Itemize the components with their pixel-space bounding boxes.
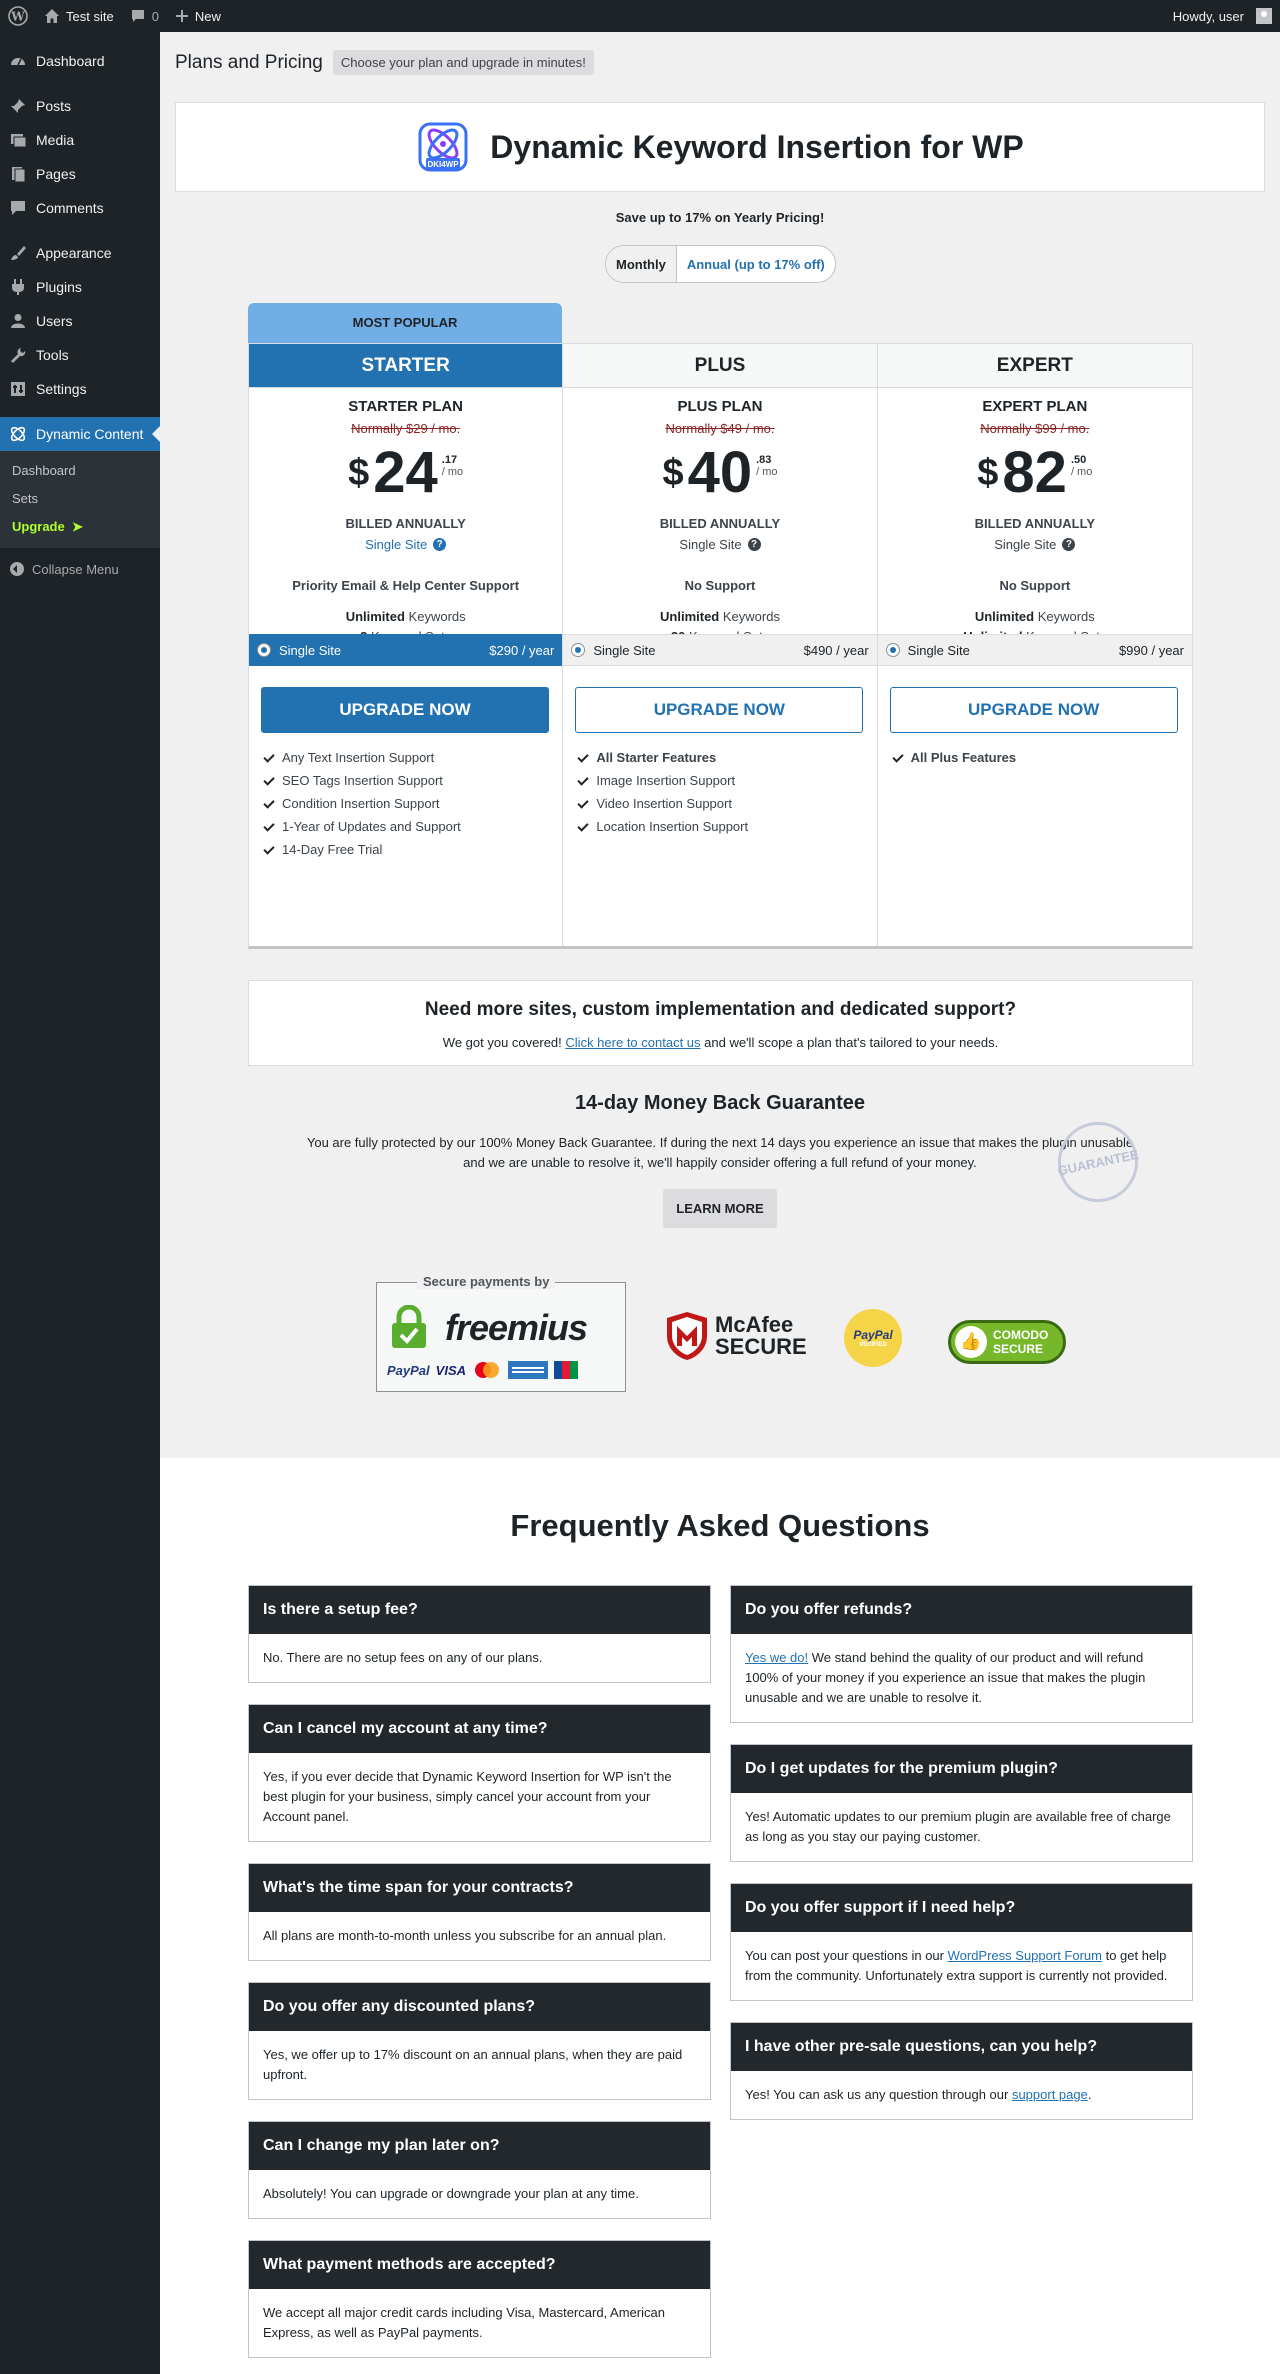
sidebar-item-label: Tools (36, 347, 69, 363)
plus-icon (175, 9, 189, 23)
upgrade-now-button[interactable]: UPGRADE NOW (261, 687, 549, 733)
comment-icon (130, 8, 146, 24)
sidebar-item-dynamic-content[interactable] (0, 417, 160, 451)
howdy-text: Howdy, user (1172, 8, 1244, 24)
license-price: $490 / year (803, 642, 869, 658)
feature-list (892, 746, 1016, 769)
submenu-item-dashboard[interactable]: Dashboard (12, 463, 76, 478)
billing-label: BILLED ANNUALLY (345, 516, 466, 531)
sidebar-item-label: Media (36, 132, 75, 148)
price-cents: .50 (1070, 454, 1087, 466)
most-popular-badge: MOST POPULAR (248, 303, 562, 343)
comodo-label: COMODO (993, 1328, 1049, 1342)
sidebar-item-label: Appearance (36, 245, 112, 261)
sidebar-item-posts[interactable] (0, 89, 160, 123)
help-question-icon[interactable]: ? (433, 538, 446, 551)
upgrade-now-button[interactable]: UPGRADE NOW (575, 687, 863, 733)
comments-icon (8, 198, 28, 218)
price-cents: .17 (441, 454, 458, 466)
normal-price: Normally $99 / mo. (980, 421, 1090, 436)
plan-price (563, 442, 876, 504)
support-forum-link[interactable]: WordPress Support Forum (947, 1948, 1102, 1963)
price-fraction (1071, 454, 1092, 478)
sidebar-item-tools[interactable] (0, 338, 160, 372)
collapse-icon (10, 562, 24, 576)
faq-item (248, 1585, 711, 1683)
price-amount: 40 (687, 440, 753, 505)
feature-list (577, 746, 748, 838)
currency-symbol: $ (348, 452, 370, 494)
site-name-link[interactable] (36, 0, 122, 32)
faq-answer: Absolutely! You can upgrade or downgrade your plan at any time. (263, 2186, 639, 2201)
license-label: Single Site (593, 642, 656, 658)
price-fraction (442, 454, 463, 478)
faq-item (730, 1744, 1193, 1862)
faq-item (248, 1704, 711, 1842)
pushpin-icon (8, 96, 28, 116)
site-license (563, 537, 876, 552)
annual-option[interactable]: Annual (up to 17% off) (686, 256, 825, 272)
faq-answer: Yes! You can ask us any question through our support page. (745, 2087, 1092, 2102)
mcafee-secure-label: SECURE (715, 1334, 807, 1359)
list-item: Location Insertion Support (577, 815, 748, 838)
monthly-option[interactable]: Monthly (606, 246, 677, 282)
limit-keywords: Unlimited Keywords (660, 609, 780, 624)
license-label: Single Site (907, 642, 970, 658)
list-item: Image Insertion Support (577, 769, 748, 792)
plan-price (249, 442, 562, 504)
wordpress-logo-button[interactable] (0, 0, 36, 32)
collapse-label: Collapse Menu (32, 561, 119, 577)
list-item: All Plus Features (892, 746, 1016, 769)
site-license-label: Single Site (365, 537, 428, 552)
help-question-icon[interactable]: ? (748, 538, 761, 551)
faq-answer: We accept all major credit cards including Visa, Mastercard, American Express, as well as PayPal payments. (263, 2305, 665, 2340)
sidebar-item-label: Dynamic Content (36, 426, 144, 442)
sidebar-item-label: Pages (36, 166, 76, 182)
custom-plan-title: Need more sites, custom implementation and dedicated support? (424, 999, 1017, 1020)
list-item: SEO Tags Insertion Support (263, 769, 461, 792)
plan-name: PLUS PLAN (677, 398, 763, 415)
sidebar-item-label: Comments (36, 200, 104, 216)
faq-answer: You can post your questions in our WordPress Support Forum to get help from the community. Unfortunately extra support is currently not provided. (745, 1948, 1168, 1983)
plan-card-plus (563, 344, 877, 946)
site-license-label: Single Site (994, 537, 1057, 552)
my-account-link[interactable] (1165, 0, 1280, 32)
sidebar-item-appearance[interactable] (0, 236, 160, 270)
check-icon (263, 844, 275, 856)
user-icon (8, 311, 28, 331)
faq-question: Do you offer refunds? (731, 1586, 1192, 1634)
faq-answer: Yes, we offer up to 17% discount on an annual plans, when they are paid upfront. (263, 2047, 683, 2082)
visa-logo: VISA (435, 1362, 466, 1378)
comodo-secure-label: SECURE (993, 1342, 1044, 1356)
media-icon (8, 130, 28, 150)
paypal-logo: PayPal (387, 1362, 430, 1378)
check-icon (263, 775, 275, 787)
sidebar-item-label: Posts (36, 98, 72, 114)
plan-price (878, 442, 1192, 504)
faq-question: Do you offer any discounted plans? (249, 1983, 710, 2031)
check-icon (263, 798, 275, 810)
faq-column-left (248, 1585, 711, 2374)
faq-question: What payment methods are accepted? (249, 2241, 710, 2289)
faq-question: What's the time span for your contracts? (249, 1864, 710, 1912)
secure-payments-label: Secure payments by (417, 1274, 555, 1289)
comments-link[interactable] (122, 0, 167, 32)
dashboard-icon (8, 51, 28, 71)
plugin-name: Dynamic Keyword Insertion for WP (490, 128, 1024, 165)
list-item: All Starter Features (577, 746, 748, 769)
site-name: Test site (66, 8, 114, 24)
price-fraction (756, 454, 777, 478)
faq-item (248, 2240, 711, 2358)
faq-answer: Yes we do! We stand behind the quality of our product and will refund 100% of your money if you experience an issue that makes the plugin unusable and we are unable to resolve it. (745, 1650, 1146, 1705)
support-page-link[interactable]: support page (1011, 2087, 1088, 2102)
new-label: New (194, 8, 221, 24)
support-level: No Support (684, 578, 756, 593)
mcafee-secure-badge (665, 1310, 807, 1362)
faq-item (248, 1863, 711, 1961)
pages-icon (8, 164, 28, 184)
faq-question: Is there a setup fee? (249, 1586, 710, 1634)
billing-label: BILLED ANNUALLY (974, 516, 1095, 531)
faq-column-right (730, 1585, 1193, 2141)
plan-card-expert (878, 344, 1192, 946)
comment-count: 0 (151, 8, 159, 24)
list-item: 14-Day Free Trial (263, 838, 461, 861)
plugin-icon (8, 277, 28, 297)
freemius-secure-badge (376, 1274, 626, 1392)
faq-item (730, 1883, 1193, 2001)
limit-keywords: Unlimited Keywords (345, 609, 466, 624)
price-period: / mo (756, 466, 778, 478)
guarantee-text: You are fully protected by our 100% Money Back Guarantee. If during the next 14 days you experience an issue that makes the plugin unusable and we are unable to resolve it, we'll happily consider offering a full refund of your money. (306, 1135, 1134, 1170)
list-item: Any Text Insertion Support (263, 746, 461, 769)
new-content-link[interactable] (167, 0, 229, 32)
page-tagline: Choose your plan and upgrade in minutes! (333, 50, 594, 75)
check-icon (263, 821, 275, 833)
support-level: No Support (999, 578, 1071, 593)
list-item: Video Insertion Support (577, 792, 748, 815)
plans-row (248, 343, 1193, 949)
faq-answer: Yes, if you ever decide that Dynamic Keyword Insertion for WP isn't the best plugin for your business, simply cancel your account from your Account panel. (263, 1769, 672, 1824)
plan-header: STARTER (249, 344, 562, 388)
upgrade-now-button[interactable]: UPGRADE NOW (890, 687, 1178, 733)
sidebar-item-pages[interactable] (0, 157, 160, 191)
dynamic-content-submenu (0, 451, 160, 548)
site-license (878, 537, 1192, 552)
sidebar-item-users[interactable] (0, 304, 160, 338)
admin-bar (0, 0, 1280, 32)
billing-cycle-toggle (605, 245, 836, 283)
admin-sidebar (0, 32, 160, 2374)
sidebar-item-dashboard[interactable] (0, 44, 160, 78)
custom-plan-box (248, 980, 1193, 1066)
check-icon (577, 798, 589, 810)
check-icon (577, 752, 589, 764)
paypal-verified-badge (844, 1309, 902, 1367)
site-license-label: Single Site (679, 537, 742, 552)
license-option[interactable] (878, 634, 1192, 666)
license-option[interactable] (563, 634, 876, 666)
mcafee-label: McAfee (715, 1312, 794, 1337)
sidebar-item-label: Users (36, 313, 73, 329)
svg-text:W: W (11, 9, 25, 24)
price-period: / mo (1070, 466, 1093, 478)
normal-price: Normally $49 / mo. (665, 421, 775, 436)
faq-question: I have other pre-sale questions, can you help? (731, 2023, 1192, 2071)
sidebar-item-comments[interactable] (0, 191, 160, 225)
paintbrush-icon (8, 243, 28, 263)
plan-name: EXPERT PLAN (982, 398, 1088, 415)
list-item: 1-Year of Updates and Support (263, 815, 461, 838)
plugin-logo-text: DKI4WP (427, 160, 459, 169)
plan-header: EXPERT (878, 344, 1192, 388)
support-level: Priority Email & Help Center Support (292, 578, 520, 593)
license-radio[interactable] (571, 643, 585, 657)
site-license (249, 537, 562, 552)
guarantee-stamp-icon: GUARANTEE (1051, 1115, 1146, 1210)
payment-methods (387, 1361, 578, 1379)
faq-title: Frequently Asked Questions (510, 1508, 930, 1543)
avatar (1256, 8, 1272, 24)
lock-icon (389, 1305, 429, 1349)
license-price: $990 / year (1118, 642, 1184, 658)
plan-header: PLUS (563, 344, 876, 388)
faq-answer: Yes! Automatic updates to our premium plugin are available free of charge as long as you stay our paying customer. (745, 1809, 1171, 1844)
faq-section (160, 1458, 1280, 2374)
learn-more-button[interactable]: LEARN MORE (663, 1189, 776, 1228)
comodo-secure-badge (948, 1320, 1066, 1364)
submenu-item-upgrade[interactable] (0, 513, 160, 541)
feature-list (263, 746, 461, 861)
refund-link[interactable]: Yes we do! (745, 1650, 809, 1665)
sidebar-item-plugins[interactable] (0, 270, 160, 304)
upgrade-label: Upgrade (12, 519, 65, 534)
jcb-icon (554, 1361, 578, 1379)
paypal-badge-label: PayPal (853, 1328, 893, 1342)
mcafee-shield-icon (665, 1310, 709, 1362)
settings-sliders-icon (8, 379, 28, 399)
check-icon (577, 821, 589, 833)
check-icon (892, 752, 904, 764)
sidebar-item-label: Plugins (36, 279, 82, 295)
license-radio[interactable] (257, 643, 271, 657)
license-label: Single Site (279, 642, 342, 658)
faq-answer: No. There are no setup fees on any of our plans. (263, 1650, 543, 1665)
check-icon (577, 775, 589, 787)
sidebar-item-settings[interactable] (0, 372, 160, 406)
price-period: / mo (441, 466, 464, 478)
price-amount: 24 (373, 440, 438, 505)
plugin-brand-banner (175, 102, 1265, 192)
custom-plan-text: We got you covered! Click here to contact us and we'll scope a plan that's tailored to your needs. (442, 1035, 999, 1050)
paypal-verified-label: VERIFIED (859, 1342, 887, 1348)
license-price: $290 / year (489, 642, 555, 658)
dynamic-content-icon (8, 424, 28, 444)
freemius-logo: freemius (445, 1307, 588, 1348)
price-amount: 82 (1002, 440, 1067, 505)
yearly-savings-note: Save up to 17% on Yearly Pricing! (615, 210, 825, 225)
faq-item (248, 2121, 711, 2219)
mastercard-icon (472, 1361, 502, 1379)
sidebar-item-label: Dashboard (36, 53, 105, 69)
page-title: Plans and Pricing (175, 51, 323, 73)
contact-link[interactable]: Click here to contact us (565, 1035, 701, 1050)
currency-symbol: $ (977, 452, 999, 494)
faq-question: Can I cancel my account at any time? (249, 1705, 710, 1753)
amex-icon (508, 1361, 548, 1379)
home-icon (44, 8, 60, 24)
thumbs-up-icon: 👍 (955, 1326, 987, 1358)
limit-keywords: Unlimited Keywords (974, 609, 1095, 624)
submenu-item-sets[interactable]: Sets (12, 491, 39, 506)
license-radio[interactable] (886, 643, 900, 657)
sidebar-item-label: Settings (36, 381, 87, 397)
sidebar-item-media[interactable] (0, 123, 160, 157)
currency-symbol: $ (662, 452, 684, 494)
license-option[interactable] (249, 634, 562, 666)
plan-name: STARTER PLAN (348, 398, 464, 415)
price-cents: .83 (756, 454, 772, 466)
pricing-table (248, 303, 1193, 949)
wrench-icon (8, 345, 28, 365)
plugin-logo-icon (416, 120, 470, 174)
guarantee-title: 14-day Money Back Guarantee (574, 1092, 866, 1114)
plan-card-starter (249, 344, 563, 946)
check-icon (263, 752, 275, 764)
page-header (175, 50, 594, 75)
normal-price: Normally $29 / mo. (351, 421, 461, 436)
collapse-menu-button[interactable] (0, 552, 160, 586)
faq-item (248, 1982, 711, 2100)
faq-answer: All plans are month-to-month unless you subscribe for an annual plan. (263, 1928, 667, 1943)
upgrade-arrow-icon: ➤ (71, 519, 83, 534)
faq-item (730, 2022, 1193, 2120)
help-question-icon[interactable]: ? (1062, 538, 1075, 551)
faq-item (730, 1585, 1193, 1723)
list-item: Condition Insertion Support (263, 792, 461, 815)
faq-question: Can I change my plan later on? (249, 2122, 710, 2170)
faq-question: Do you offer support if I need help? (731, 1884, 1192, 1932)
faq-question: Do I get updates for the premium plugin? (731, 1745, 1192, 1793)
wordpress-icon (8, 6, 28, 26)
billing-label: BILLED ANNUALLY (659, 516, 781, 531)
